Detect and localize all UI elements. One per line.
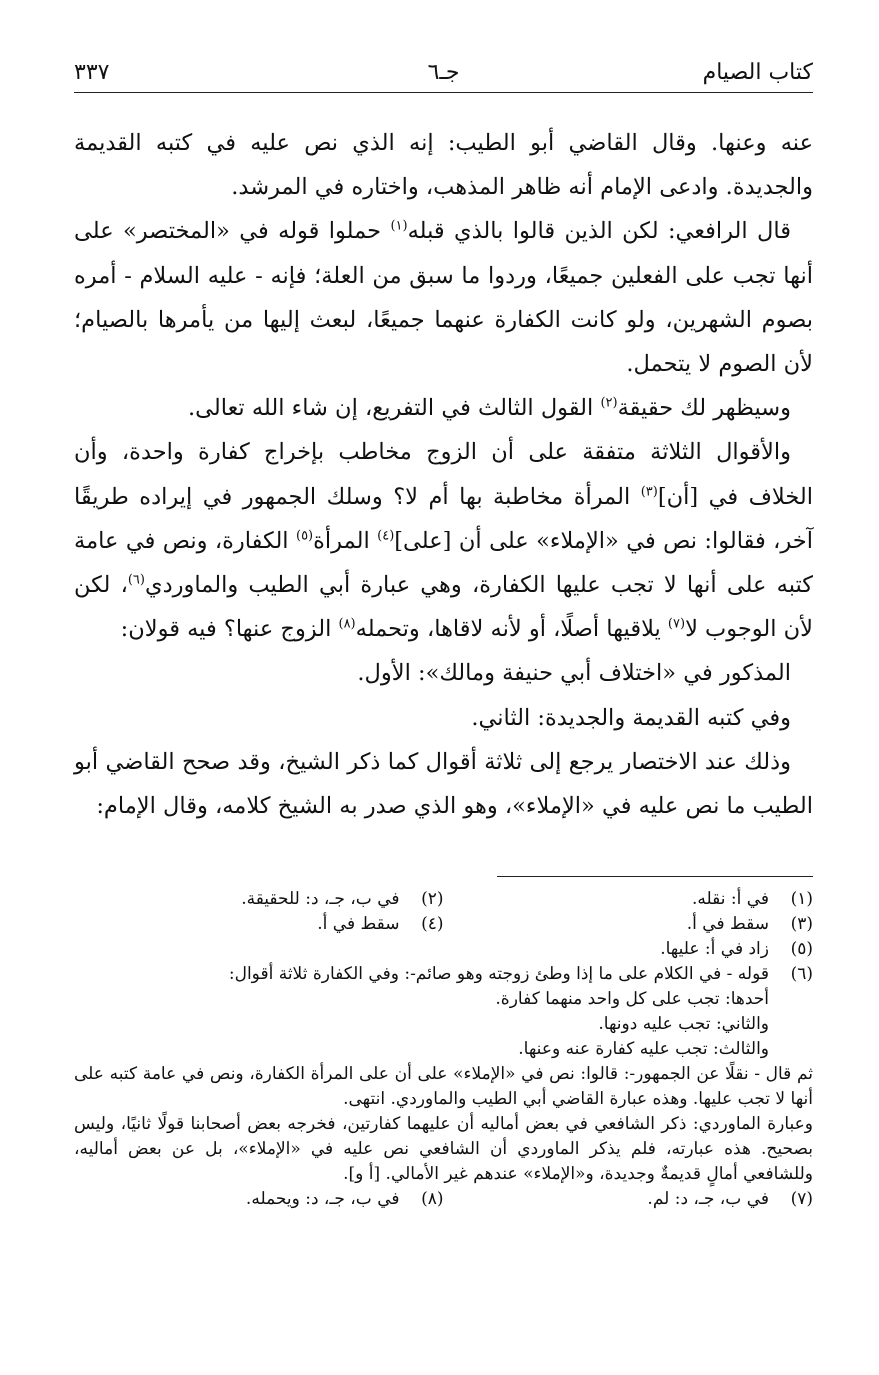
footnote-3 [444, 912, 814, 937]
footnote-text: قوله - في الكلام على ما إذا وطئ زوجته وهو صائم-: وفي الكفارة ثلاثة أقوال: [228, 964, 769, 985]
footnote-text: في ب، جـ، د: لم. [647, 1189, 769, 1210]
text-run: المرأة مخاطبة بها أم لا؟ وسلك الجمهور في إيراده طريقًا آخر، فقالوا: نص في «الإملاء» على أن [على] [74, 483, 813, 554]
footnote-ref[interactable]: (١) [390, 218, 408, 234]
footnote-2 [74, 887, 444, 912]
text-run: الكفارة، ونص في عامة كتبه على أنها لا تجب عليها الكفارة، وهي عبارة أبي الطيب والماوردي [74, 527, 813, 599]
footnote-row [74, 1187, 813, 1212]
text-run: يلاقيها أصلًا، أو لأنه لاقاها، وتحمله [355, 616, 668, 643]
footnote-6-item-1: أحدها: تجب على كل واحد منهما كفارة. [495, 989, 769, 1010]
footnote-6-continuation: ثم قال - نقلًا عن الجمهور-: قالوا: نص في «الإملاء» على أن على المرأة الكفارة، ونص في عامة كتبه على أنها لا تجب عليها. وهذه عبارة القاضي أبي الطيب والماوردي. انتهى. [74, 1064, 813, 1110]
footnote-6-continuation: وعبارة الماوردي: ذكر الشافعي في بعض أماليه أن عليهما كفارتين، فخرجه بعض أصحابنا قولًا ثانيًا، وليس بصحيح. هذه عبارته، فلم يذكر الماوردي أن الشافعي نص عليه في «الإملاء»، بل عن بعض أماليه، وللشافعي أمالٍ قديمةٌ وجديدة، و«الإملاء» عندهم غير الأمالي. [أ و]. [74, 1114, 813, 1185]
footnote-text: في ب، جـ، د: ويحمله. [245, 1189, 400, 1210]
text-run: القول الثالث في التفريع، إن شاء الله تعالى. [187, 395, 601, 422]
footnote-number: (٦) [790, 964, 813, 985]
footnote-text: في ب، جـ، د: للحقيقة. [241, 889, 400, 910]
footnote-ref[interactable]: (٤) [377, 528, 395, 544]
footnote-number: (٨) [421, 1189, 444, 1210]
header-title: كتاب الصيام [702, 60, 813, 85]
footnote-text: زاد في أ: عليها. [660, 939, 769, 960]
footnote-ref[interactable]: (٦) [127, 572, 145, 588]
footnote-text: سقط في أ. [686, 914, 769, 935]
footnote-number: (٥) [790, 939, 813, 960]
text-run: قال الرافعي: لكن الذين قالوا بالذي قبله [407, 218, 791, 245]
footnote-ref[interactable]: (٨) [338, 616, 356, 632]
page-number: ٣٣٧ [74, 60, 110, 85]
book-page [74, 52, 813, 1335]
paragraph-2 [74, 209, 813, 386]
footnote-7 [444, 1187, 814, 1212]
footnote-number: (١) [790, 889, 813, 910]
running-header [74, 52, 813, 93]
text-run: والأقوال الثلاثة متفقة على أن الزوج مخاطب بإخراج كفارة واحدة، وأن الخلاف في [أن] [74, 439, 813, 510]
footnote-number: (٣) [790, 914, 813, 935]
footnote-5 [74, 937, 813, 962]
text-run: المرأة [313, 527, 378, 554]
footnote-number: (٤) [421, 914, 444, 935]
footnote-row [74, 887, 813, 912]
footnote-ref[interactable]: (٢) [600, 395, 618, 411]
footnote-1 [444, 887, 814, 912]
footnote-text: سقط في أ. [317, 914, 400, 935]
paragraph-1: عنه وعنها. وقال القاضي أبو الطيب: إنه الذي نص عليه في كتبه القديمة والجديدة. وادعى الإمام أنه ظاهر المذهب، واختاره في المرشد. [74, 130, 813, 201]
paragraph-5: المذكور في «اختلاف أبي حنيفة ومالك»: الأول. [357, 660, 791, 687]
footnote-text: في أ: نقله. [691, 889, 769, 910]
paragraph-7: وذلك عند الاختصار يرجع إلى ثلاثة أقوال كما ذكر الشيخ، وقد صحح القاضي أبو الطيب ما نص عليه في «الإملاء»، وهو الذي صدر به الشيخ كلامه، وقال الإمام: [74, 748, 813, 820]
footnote-6-item-2: والثاني: تجب عليه دونها. [598, 1014, 769, 1035]
footnote-8 [74, 1187, 444, 1212]
footnote-4 [74, 912, 444, 937]
paragraph-6: وفي كتبه القديمة والجديدة: الثاني. [471, 704, 791, 731]
paragraph-4 [74, 430, 813, 651]
text-run: الزوج عنها؟ فيه قولان: [120, 616, 339, 643]
footnotes-section [74, 887, 813, 1212]
header-volume: جـ٦ [427, 60, 460, 85]
footnote-ref[interactable]: (٣) [640, 484, 658, 500]
footnote-6-item-3: والثالث: تجب عليه كفارة عنه وعنها. [518, 1039, 769, 1060]
main-text [74, 121, 813, 828]
text-run: حملوا قوله في «المختصر» على أنها تجب على الفعلين جميعًا، وردوا ما سبق من العلة؛ فإنه - عليه السلام - أمره بصوم الشهرين، ولو كانت الكفارة عنهما جميعًا، لبعث إليها من يأمرها بالصيام؛ لأن الصوم لا يتحمل. [74, 218, 813, 378]
footnote-ref[interactable]: (٧) [667, 616, 686, 632]
text-run: وسيظهر لك حقيقة [617, 395, 791, 422]
text-run: ، لكن لأن الوجوب لا [74, 572, 813, 643]
footnote-separator [497, 876, 813, 877]
footnote-number: (٧) [790, 1189, 813, 1210]
footnote-number: (٢) [421, 889, 444, 910]
footnote-6 [74, 962, 813, 987]
footnote-ref[interactable]: (٥) [295, 528, 314, 544]
footnote-row [74, 912, 813, 937]
paragraph-3 [74, 386, 813, 430]
